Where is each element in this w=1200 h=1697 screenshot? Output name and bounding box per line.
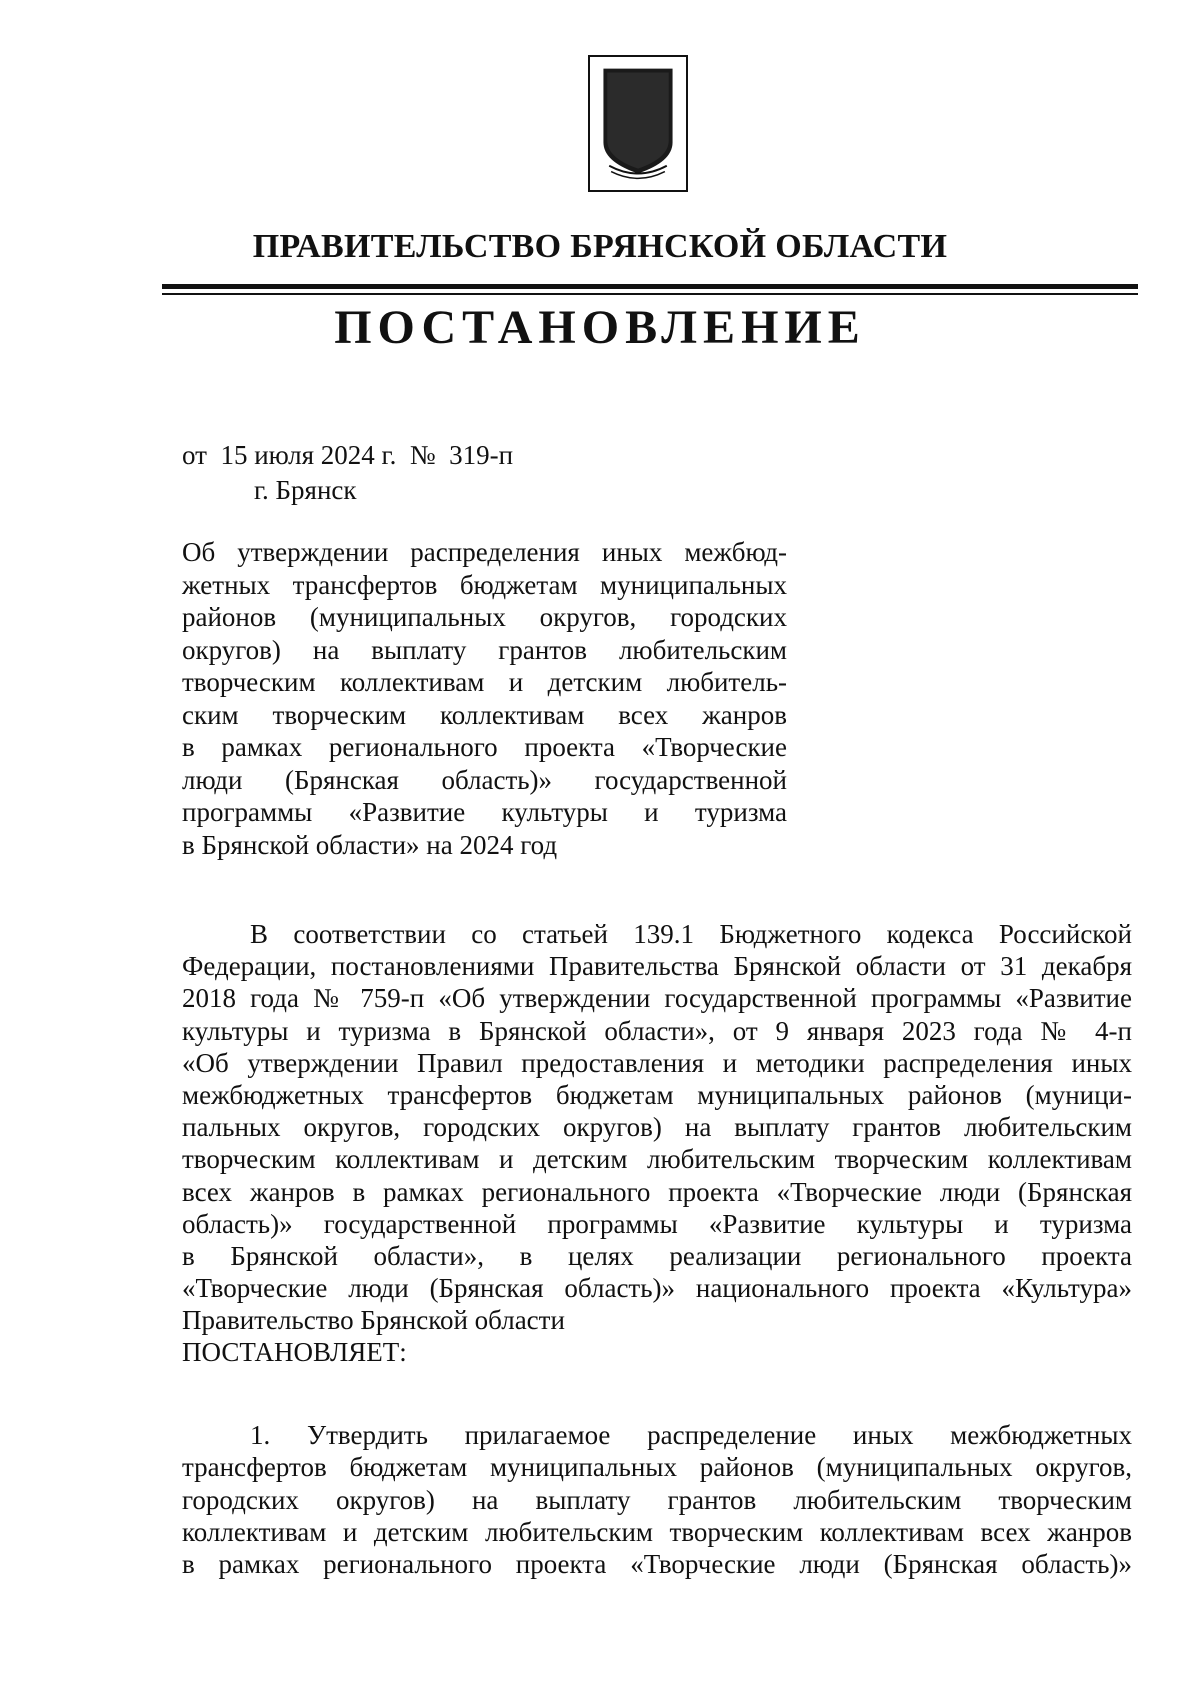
subject-line: округов) на выплату грантов любительским	[182, 634, 787, 665]
document-subject	[182, 536, 787, 861]
document-city: г. Брянск	[254, 475, 357, 505]
government-title: ПРАВИТЕЛЬСТВО БРЯНСКОЙ ОБЛАСТИ	[252, 228, 948, 265]
coat-of-arms-emblem	[588, 55, 688, 192]
preamble-line: Федерации, постановлениями Правительства Брянской области от 31 декабря	[182, 951, 1132, 982]
preamble-line: «Творческие люди (Брянская область)» национального проекта «Культура»	[182, 1273, 1132, 1304]
preamble-paragraph	[182, 918, 1132, 1369]
preamble-line: «Об утверждении Правил предоставления и методики распределения иных	[182, 1047, 1132, 1078]
header-rule-thin	[162, 293, 1138, 295]
subject-line: программы «Развитие культуры и туризма	[182, 797, 787, 827]
point-1-paragraph	[182, 1419, 1132, 1580]
preamble-line: в Брянской области», в целях реализации регионального проекта	[182, 1240, 1132, 1271]
document-date-number: от 15 июля 2024 г. № 319-п	[182, 440, 514, 470]
subject-line: в рамках регионального проекта «Творческие	[182, 732, 787, 762]
preamble-line: пальных округов, городских округов) на выплату грантов любительским	[182, 1112, 1132, 1143]
preamble-line: культуры и туризма в Брянской области», от 9 января 2023 года № 4-п	[182, 1015, 1132, 1046]
point-1-line: трансфертов бюджетам муниципальных районов (муниципальных округов,	[182, 1452, 1132, 1483]
point-1-line: 1. Утвердить прилагаемое распределение иных межбюджетных	[250, 1420, 1132, 1450]
subject-line: люди (Брянская область)» государственной	[182, 764, 787, 795]
subject-line: в Брянской области» на 2024 год	[182, 829, 558, 860]
preamble-line: межбюджетных трансфертов бюджетам муниципальных районов (муници-	[182, 1079, 1132, 1110]
subject-line: районов (муниципальных округов, городских	[182, 602, 787, 632]
document-type-title: ПОСТАНОВЛЕНИЕ	[334, 301, 866, 354]
preamble-line: область)» государственной программы «Развитие культуры и туризма	[182, 1208, 1132, 1239]
preamble-line: всех жанров в рамках регионального проекта «Творческие люди (Брянская	[182, 1176, 1132, 1207]
preamble-line: 2018 года № 759-п «Об утверждении государственной программы «Развитие	[182, 983, 1132, 1014]
point-1-line: в рамках регионального проекта «Творческие люди (Брянская область)»	[182, 1549, 1132, 1580]
resolves-keyword: ПОСТАНОВЛЯЕТ:	[182, 1337, 407, 1368]
subject-line: жетных трансфертов бюджетам муниципальных	[182, 569, 787, 600]
point-1-line: городских округов) на выплату грантов любительским творческим	[182, 1484, 1132, 1515]
preamble-line: В соответствии со статьей 139.1 Бюджетного кодекса Российской	[250, 919, 1132, 949]
header-rule-thick	[162, 284, 1138, 289]
coat-of-arms-icon	[590, 57, 686, 190]
subject-line: Об утверждении распределения иных межбюд-	[182, 537, 787, 567]
point-1-line: коллективам и детским любительским творческим коллективам всех жанров	[182, 1516, 1132, 1547]
subject-line: творческим коллективам и детским любитель-	[182, 667, 787, 697]
subject-line: ским творческим коллективам всех жанров	[182, 699, 787, 730]
preamble-line: творческим коллективам и детским любительским творческим коллективам	[182, 1144, 1132, 1175]
preamble-line: Правительство Брянской области	[182, 1305, 565, 1336]
